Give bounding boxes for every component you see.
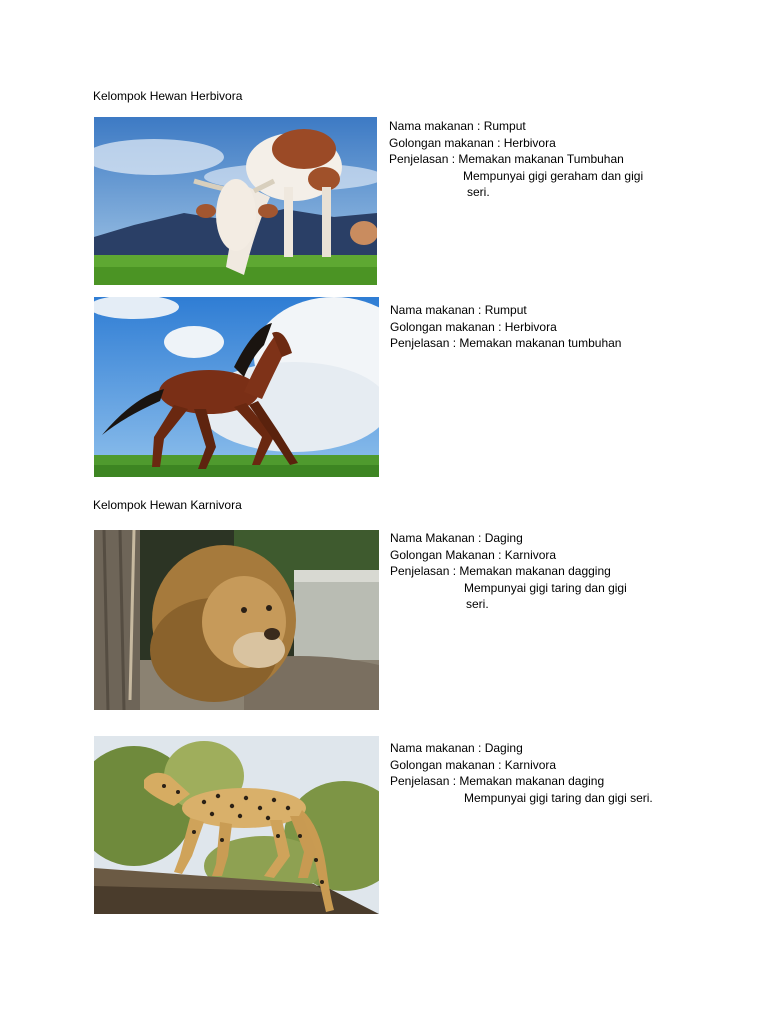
explanation-continued-text: Mempunyai gigi taring dan gigi (464, 580, 627, 595)
explanation-text: Penjelasan : Memakan makanan Tumbuhan (389, 152, 624, 166)
food-group-text: Golongan makanan : Herbivora (390, 319, 557, 334)
explanation-continued-text: Mempunyai gigi taring dan gigi seri. (464, 790, 653, 805)
cheetah-photo (94, 736, 379, 914)
section-heading-karnivora: Kelompok Hewan Karnivora (93, 498, 242, 512)
explanation-continued-text: seri. (466, 597, 489, 611)
explanation-text: Penjelasan : Memakan makanan daging (390, 774, 605, 788)
explanation-text: Penjelasan : Memakan makanan dagging (390, 564, 611, 578)
food-group-text: Golongan makanan : Karnivora (390, 757, 557, 772)
food-name-text: Nama Makanan : Daging (390, 531, 523, 545)
explanation-continued-text: seri. (467, 185, 490, 199)
cheetah-description (390, 740, 653, 806)
food-name-text: Nama makanan : Rumput (390, 303, 527, 317)
horse-photo (94, 297, 379, 477)
food-name-text: Nama makanan : Rumput (389, 119, 526, 133)
food-group-text: Golongan makanan : Herbivora (389, 135, 556, 150)
explanation-continued-text: Mempunyai gigi geraham dan gigi (463, 168, 644, 183)
food-group-text: Golongan Makanan : Karnivora (390, 547, 557, 562)
lion-photo (94, 530, 379, 710)
lion-description (390, 530, 627, 613)
section-heading-herbivora: Kelompok Hewan Herbivora (93, 89, 243, 103)
food-name-text: Nama makanan : Daging (390, 741, 523, 755)
horse-description (390, 302, 621, 352)
explanation-text: Penjelasan : Memakan makanan tumbuhan (390, 336, 622, 350)
cow-description (389, 118, 643, 201)
cow-photo (94, 117, 377, 285)
